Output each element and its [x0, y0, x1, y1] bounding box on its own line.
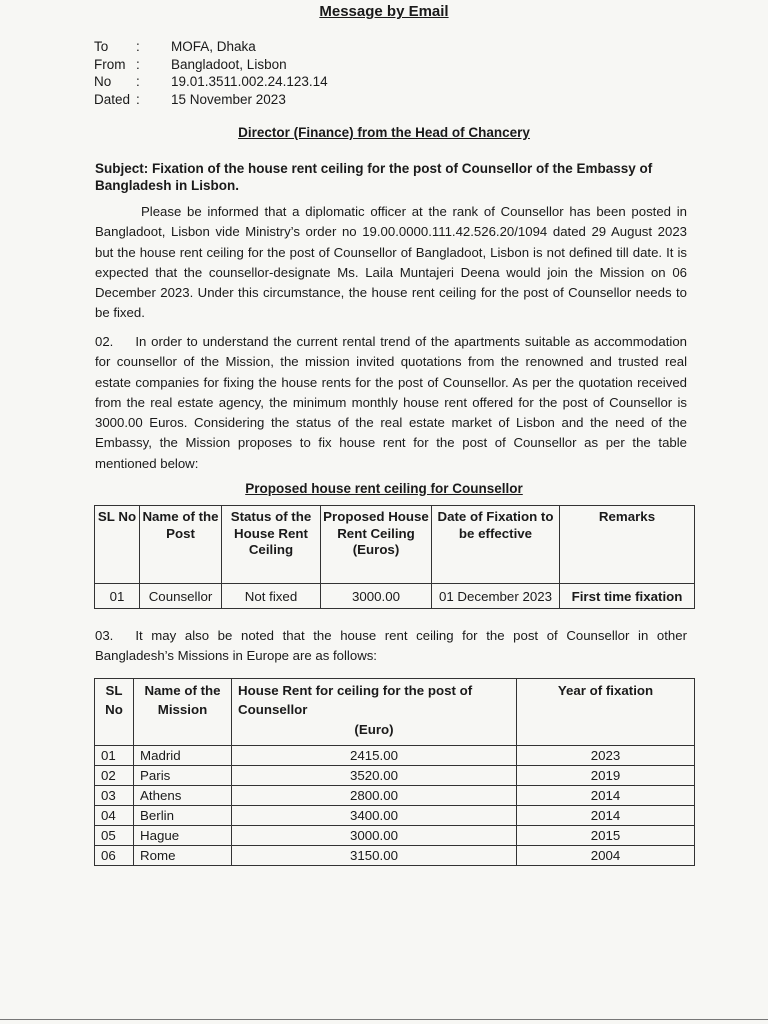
cell-sl: 05 — [95, 826, 134, 846]
meta-key: Dated — [94, 91, 131, 107]
table-row — [95, 846, 695, 866]
message-meta — [94, 38, 328, 108]
col-header-proposed: Proposed House Rent Ceiling (Euros) — [321, 506, 432, 584]
table-row — [95, 826, 695, 846]
meta-sep: : — [136, 56, 140, 72]
cell-sl: 02 — [95, 766, 134, 786]
cell-status: Not fixed — [222, 584, 321, 609]
meta-row-from — [94, 56, 328, 74]
missions-rent-table — [94, 678, 695, 866]
col-header-date: Date of Fixation to be effective — [432, 506, 560, 584]
table-row — [95, 766, 695, 786]
cell-rent: 2415.00 — [232, 746, 517, 766]
cell-rent: 2800.00 — [232, 786, 517, 806]
table-row — [95, 584, 695, 609]
cell-rent: 3400.00 — [232, 806, 517, 826]
cell-sl: 01 — [95, 746, 134, 766]
cell-date: 01 December 2023 — [432, 584, 560, 609]
cell-sl: 01 — [95, 584, 140, 609]
cell-remarks: First time fixation — [560, 584, 695, 609]
meta-value: 19.01.3511.002.24.123.14 — [171, 74, 328, 89]
col-header-sl: SL No — [95, 506, 140, 584]
paragraph-1-text: Please be informed that a diplomatic officer at the rank of Counsellor has been posted in Bangladoot, Lisbon vide Ministry’s order no 19.00.0000.111.42.526.20/1094 dated 29 August 2023 but the house rent ceiling for the post of Counsellor of Bangladoot, Lisbon is not defined till date. It is expected that the counsellor-designate Ms. Laila Muntajeri Deena would join the Mission on 06 December 2023. Under this circumstance, the house rent ceiling for the post of Counsellor needs to be fixed. — [95, 204, 687, 321]
page-edge-line — [0, 1019, 768, 1020]
cell-rent: 3520.00 — [232, 766, 517, 786]
meta-value: 15 November 2023 — [171, 91, 286, 107]
paragraph-3 — [95, 626, 687, 667]
paragraph-3-number: 03. — [95, 628, 114, 643]
subject-line: Subject: Fixation of the house rent ceiling for the post of Counsellor of the Embassy of Bangladesh in Lisbon. — [95, 161, 653, 193]
col-header-post: Name of the Post — [140, 506, 222, 584]
cell-mission: Madrid — [134, 746, 232, 766]
cell-year: 2014 — [517, 786, 695, 806]
cell-sl: 04 — [95, 806, 134, 826]
cell-post: Counsellor — [140, 584, 222, 609]
cell-proposed: 3000.00 — [321, 584, 432, 609]
col-header-sl: SL No — [95, 679, 134, 746]
meta-key: To — [94, 39, 109, 54]
page-title: Message by Email — [319, 3, 449, 20]
cell-mission: Hague — [134, 826, 232, 846]
col-header-rent — [232, 679, 517, 746]
cell-year: 2023 — [517, 746, 695, 766]
meta-row-to — [94, 38, 328, 56]
table-row — [95, 806, 695, 826]
cell-year: 2015 — [517, 826, 695, 846]
cell-year: 2014 — [517, 806, 695, 826]
col-header-status: Status of the House Rent Ceiling — [222, 506, 321, 584]
paragraph-2-text: In order to understand the current rental trend of the apartments suitable as accommodation for counsellor of the Mission, the mission invited quotations from the renowned and trusted real estate companies for fixing the house rents for the post of Counsellor. As per the quotation received from the real estate agency, the minimum monthly house rent offered for the post of Counsellor is 3000.00 Euros. Considering the status of the real estate market of Lisbon and the need of the Embassy, the Mission proposes to fix house rent for the post of Counsellor as per the table mentioned below: — [95, 334, 687, 471]
addressee-heading: Director (Finance) from the Head of Chancery — [238, 125, 530, 140]
table-row — [95, 786, 695, 806]
col-header-rent-label: House Rent for ceiling for the post of Counsellor — [238, 683, 473, 717]
meta-key: From — [94, 56, 126, 72]
cell-rent: 3000.00 — [232, 826, 517, 846]
meta-sep: : — [136, 39, 140, 54]
cell-year: 2019 — [517, 766, 695, 786]
meta-sep: : — [136, 74, 140, 89]
col-header-remarks: Remarks — [560, 506, 695, 584]
cell-sl: 03 — [95, 786, 134, 806]
col-header-rent-unit: (Euro) — [354, 722, 394, 737]
meta-row-dated — [94, 91, 328, 109]
meta-key: No — [94, 74, 112, 89]
cell-mission: Berlin — [134, 806, 232, 826]
table-row — [95, 746, 695, 766]
cell-mission: Paris — [134, 766, 232, 786]
cell-year: 2004 — [517, 846, 695, 866]
meta-row-no — [94, 73, 328, 91]
table-header-row — [95, 506, 695, 584]
paragraph-2 — [95, 332, 687, 474]
cell-sl: 06 — [95, 846, 134, 866]
proposed-rent-table — [94, 505, 695, 609]
col-header-year: Year of fixation — [517, 679, 695, 746]
paragraph-2-number: 02. — [95, 334, 114, 349]
cell-mission: Rome — [134, 846, 232, 866]
meta-sep: : — [136, 91, 140, 107]
cell-rent: 3150.00 — [232, 846, 517, 866]
meta-value: MOFA, Dhaka — [171, 39, 256, 54]
table-1-caption: Proposed house rent ceiling for Counsellor — [245, 481, 523, 496]
meta-value: Bangladoot, Lisbon — [171, 56, 287, 72]
paragraph-3-text: It may also be noted that the house rent ceiling for the post of Counsellor in other Bangladesh’s Missions in Europe are as follows: — [95, 628, 687, 664]
cell-mission: Athens — [134, 786, 232, 806]
col-header-mission: Name of the Mission — [134, 679, 232, 746]
paragraph-1 — [95, 202, 687, 324]
table-header-row — [95, 679, 695, 746]
